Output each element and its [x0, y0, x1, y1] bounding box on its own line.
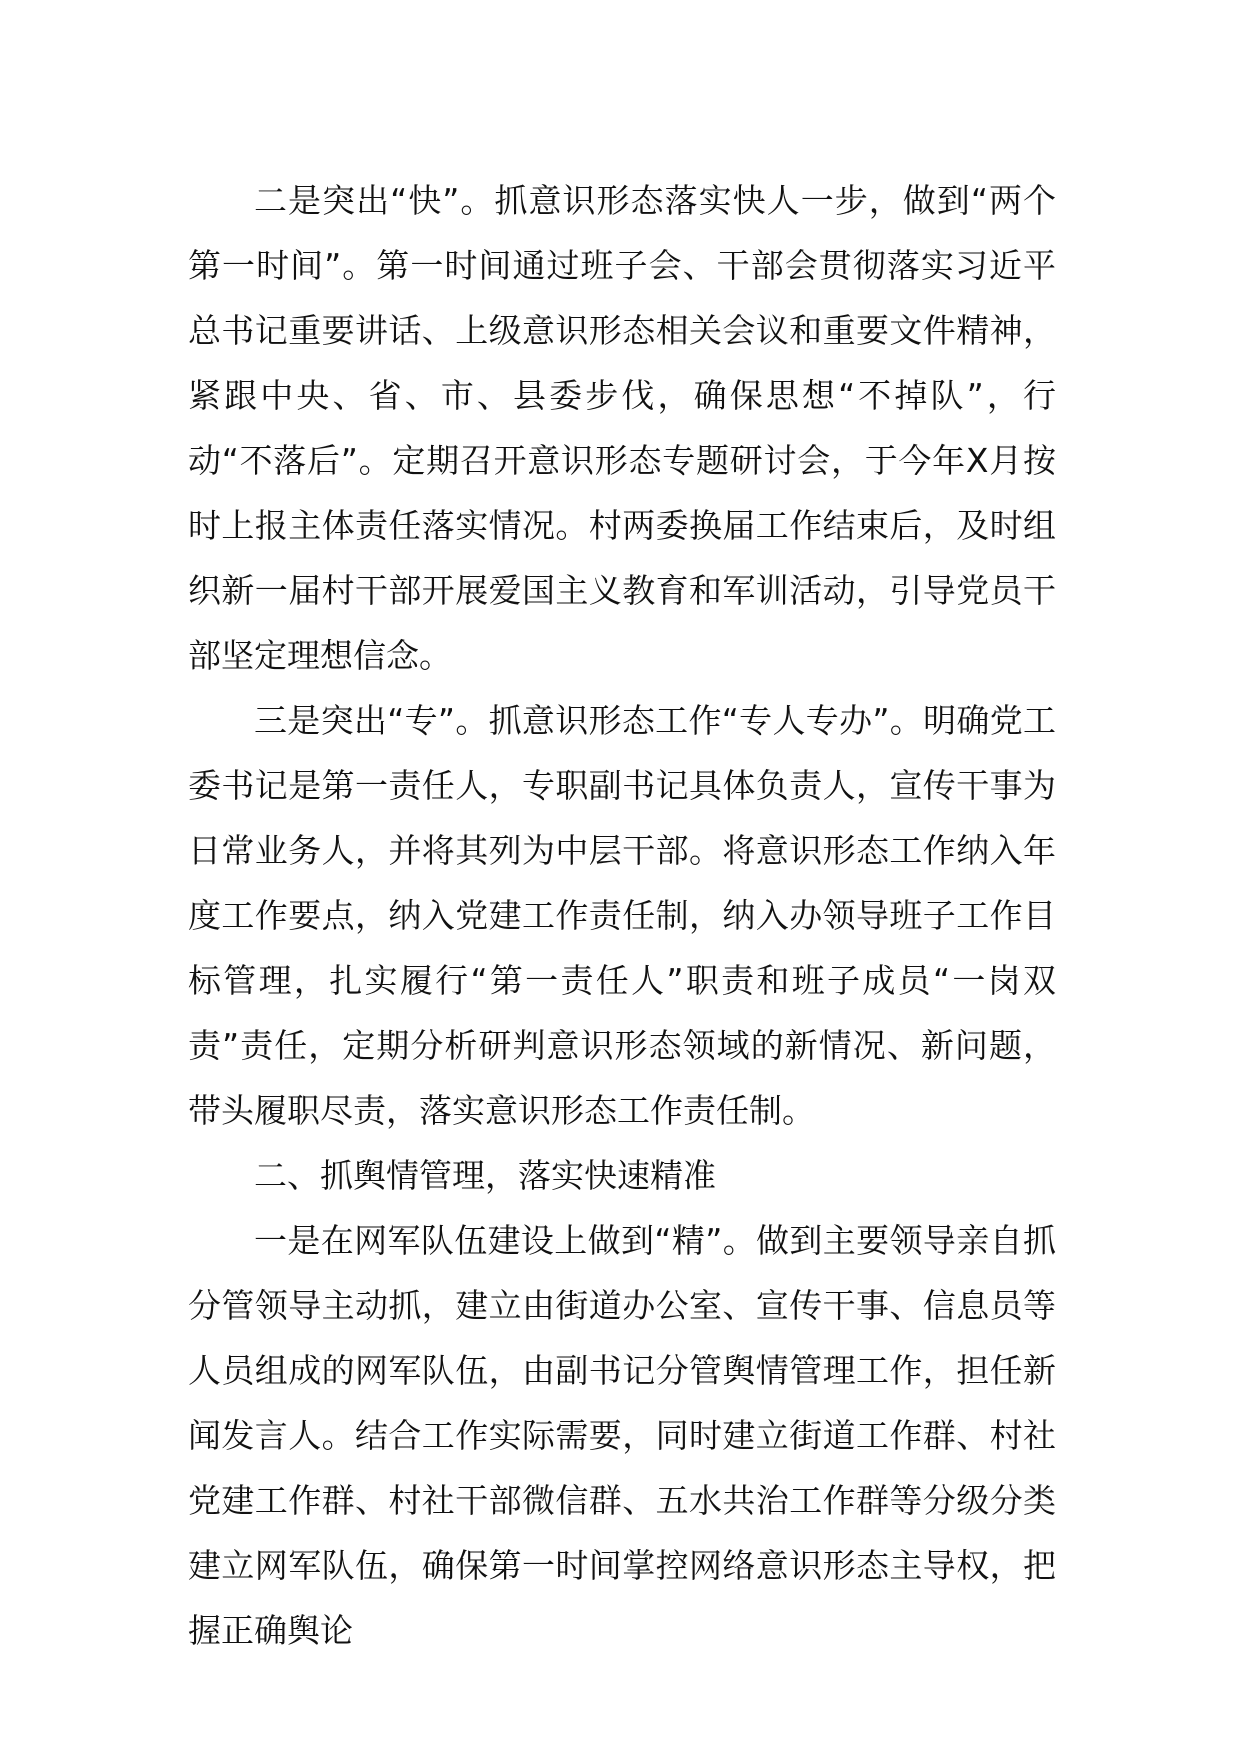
paragraph-kuai: 二是突出“快”。抓意识形态落实快人一步，做到“两个第一时间”。第一时间通过班子会、干部会贯彻落实习近平总书记重要讲话、上级意识形态相关会议和重要文件精神，紧跟中央、省、市、县委步伐，确保思想“不掉队”，行动“不落后”。定期召开意识形态专题研讨会，于今年X月按时上报主体责任落实情况。村两委换届工作结束后，及时组织新一届村干部开展爱国主义教育和军训活动，引导党员干部坚定理想信念。 [188, 181, 1056, 675]
section-heading-yuqing: 二、抓舆情管理，落实快速精准 [254, 1156, 716, 1195]
paragraph-zhuan: 三是突出“专”。抓意识形态工作“专人专办”。明确党工委书记是第一责任人，专职副书记具体负责人，宣传干事为日常业务人，并将其列为中层干部。将意识形态工作纳入年度工作要点，纳入党建工作责任制，纳入办领导班子工作目标管理，扎实履行“第一责任人”职责和班子成员“一岗双责”责任，定期分析研判意识形态领域的新情况、新问题，带头履职尽责，落实意识形态工作责任制。 [188, 701, 1056, 1130]
document-body [188, 168, 1056, 1663]
paragraph-jing: 一是在网军队伍建设上做到“精”。做到主要领导亲自抓分管领导主动抓，建立由街道办公室、宣传干事、信息员等人员组成的网军队伍，由副书记分管舆情管理工作，担任新闻发言人。结合工作实际需要，同时建立街道工作群、村社党建工作群、村社干部微信群、五水共治工作群等分级分类建立网军队伍，确保第一时间掌控网络意识形态主导权，把握正确舆论 [188, 1221, 1056, 1650]
